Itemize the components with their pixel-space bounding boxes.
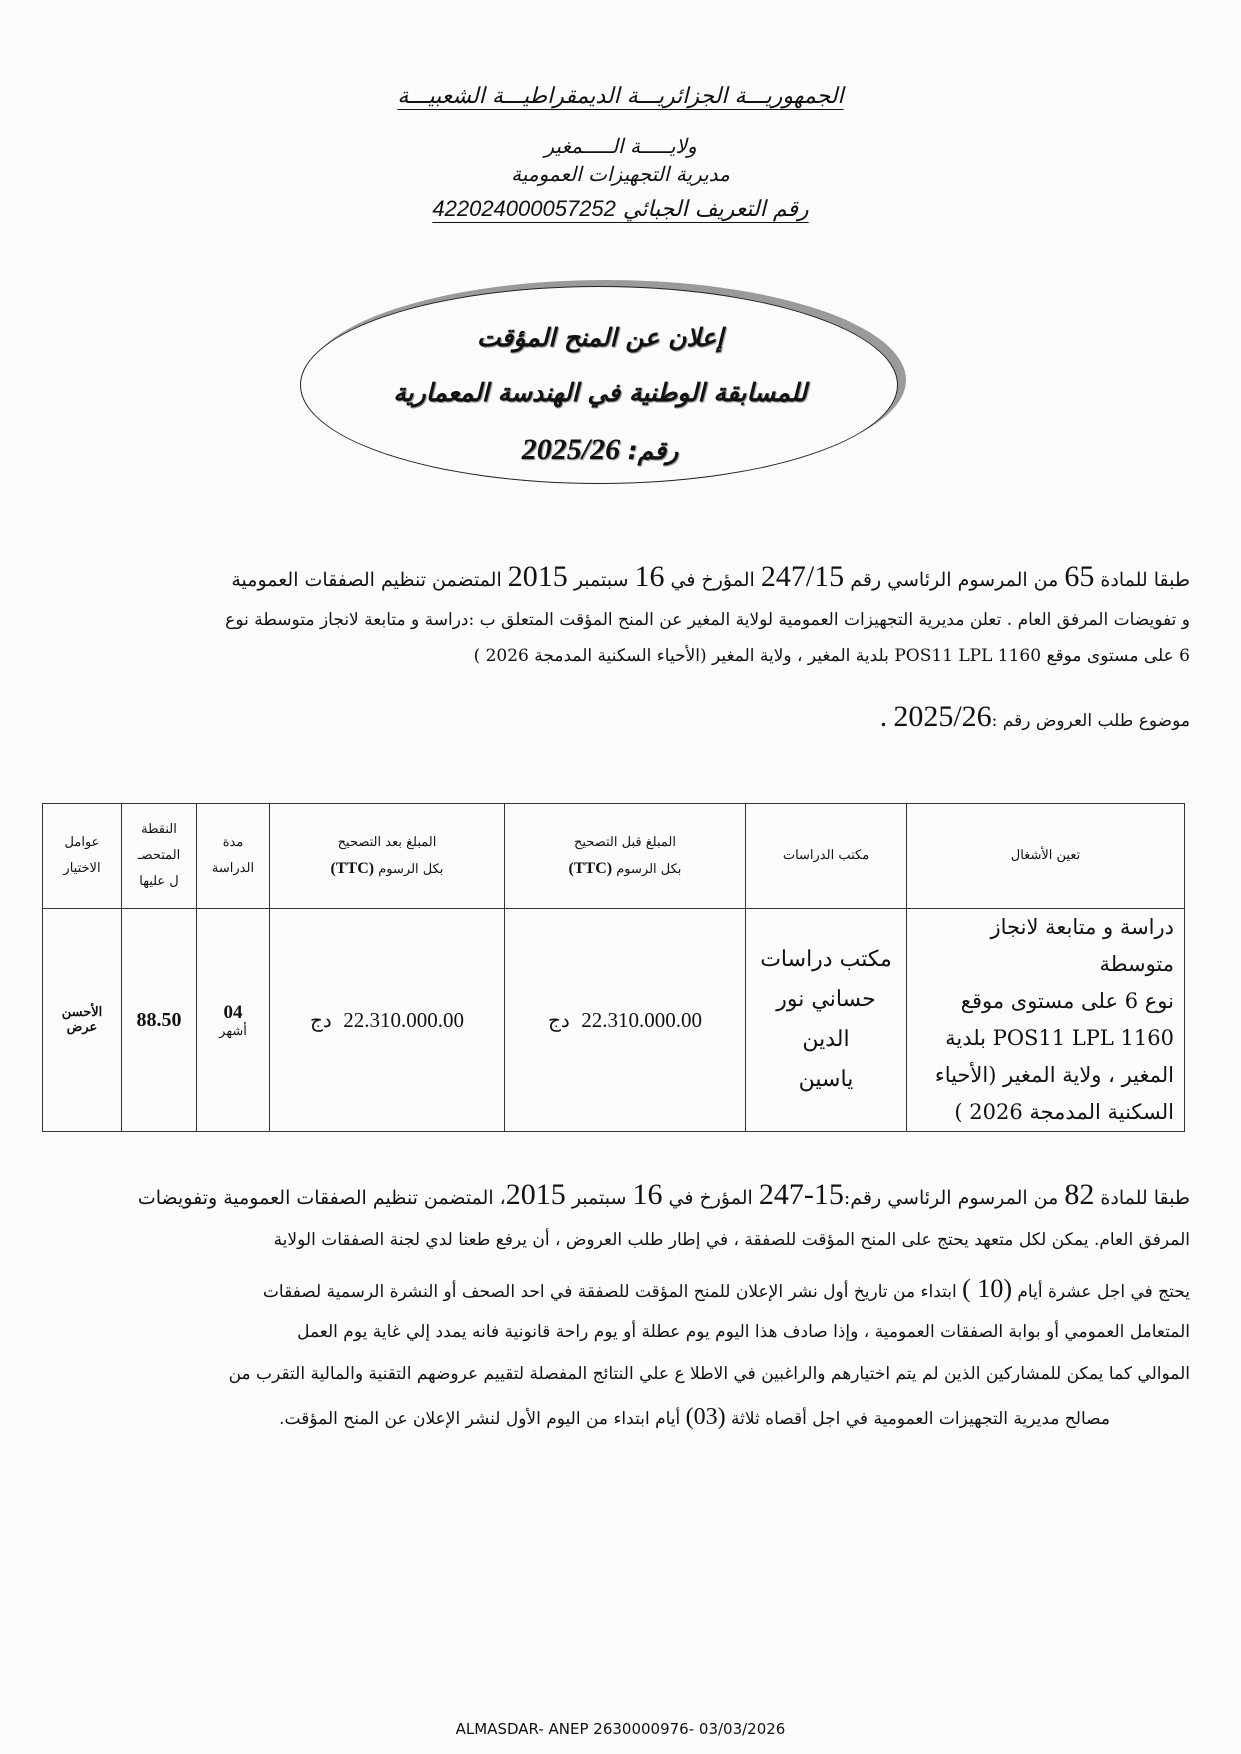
table-header-row — [43, 804, 1185, 909]
intro-line-2: و تفويضات المرفق العام . تعلن مديرية التجهيزات العمومية لولاية المغير عن المنح المؤقت المتعلق ب :دراسة و متابعة لانجاز متوسطة نوع — [225, 610, 1190, 630]
header-amount-before: المبلغ قبل التصحيح بكل الرسوم (TTC) — [505, 804, 746, 909]
header-amount-after: المبلغ بعد التصحيح بكل الرسوم (TTC) — [270, 804, 505, 909]
intro-line-3: 6 على مستوى موقع 1160 POS11 LPL بلدية المغير ، ولاية المغير (الأحياء السكنية المدمجة 2026 ) — [473, 646, 1190, 666]
directorate-name: مديرية التجهيزات العمومية — [511, 162, 730, 186]
fiscal-id — [0, 196, 1241, 222]
intro-subject: موضوع طلب العروض رقم :2025/26 . — [879, 700, 1190, 733]
appeal-line-2: المرفق العام. يمكن لكل متعهد يحتج على المنح المؤقت للصفقة ، في إطار طلب العروض ، أن يرفع طعنا لدي لجنة الصفقات الولاية — [273, 1230, 1190, 1250]
announcement-number: رقم: 2025/26 — [521, 433, 679, 466]
appeal-line-5: الموالي كما يمكن للمشاركين الذين لم يتم اختيارهم والراغبين في الاطلا ع علي النتائج المفصلة لتقييم عروضهم التقنية والمالية التقرب من — [228, 1364, 1190, 1384]
appeal-line-3: يحتج في اجل عشرة أيام (10 ) ابتداء من تاريخ أول نشر الإعلان للمنح المؤقت للصفقة في احد الصحف أو النشرة الرسمية لصفقات — [262, 1274, 1190, 1303]
appeal-paragraph — [40, 1178, 1190, 1478]
appeal-line-4: المتعامل العمومي أو بوابة الصفقات العمومية ، وإذا صادف هذا اليوم يوم عطلة أو يوم راحة قانونية فانه يمدد إلي غاية يوم العمل — [297, 1322, 1190, 1342]
header-criteria: عوامل الاختيار — [43, 804, 122, 909]
header-score: النقطة المتحصـ ل عليها — [122, 804, 197, 909]
wilaya-name: ولايـــــة الـــــمغير — [544, 134, 697, 158]
intro-paragraph — [40, 560, 1190, 700]
cell-amount-after: 22.310.000.00 دج — [270, 909, 505, 1132]
cell-bureau: مكتب دراسات حساني نور الدين ياسين — [746, 909, 907, 1132]
fiscal-id-label: رقم التعريف الجبائي — [622, 197, 809, 222]
cell-score: 88.50 — [122, 909, 197, 1132]
announcement-subtitle: للمسابقة الوطنية في الهندسة المعمارية — [393, 378, 807, 407]
cell-works: دراسة و متابعة لانجاز متوسطة نوع 6 على مستوى موقع 1160 POS11 LPL بلدية المغير ، ولاية المغير (الأحياء السكنية المدمجة 2026 ) — [907, 909, 1185, 1132]
fiscal-id-number: 422024000057252 — [432, 196, 616, 221]
header-duration: مدة الدراسة — [197, 804, 270, 909]
table-row — [43, 909, 1185, 1132]
cell-amount-before: 22.310.000.00 دج — [505, 909, 746, 1132]
announcement-title: إعلان عن المنح المؤقت — [476, 323, 724, 352]
header-works: تعين الأشغال — [907, 804, 1185, 909]
republic-title: الجمهوريـــة الجزائريـــة الديمقراطيـــة الشعبيـــة — [397, 84, 844, 109]
cell-duration: 04 أشهر — [197, 909, 270, 1132]
award-table — [42, 803, 1185, 1132]
cell-criteria: الأحسن عرض — [43, 909, 122, 1132]
appeal-line-6: مصالح مديرية التجهيزات العمومية في اجل أقصاه ثلاثة (03) أيام ابتداء من اليوم الأول لنشر الإعلان عن المنح المؤقت. — [279, 1404, 1110, 1430]
header-bureau: مكتب الدراسات — [746, 804, 907, 909]
intro-line-1: طبقا للمادة 65 من المرسوم الرئاسي رقم 247/15 المؤرخ في 16 سبتمبر 2015 المتضمن تنظيم الصفقات العمومية — [231, 560, 1190, 593]
appeal-line-1: طبقا للمادة 82 من المرسوم الرئاسي رقم:15-247 المؤرخ في 16 سبتمبر 2015، المتضمن تنظيم الصفقات العمومية وتفويضات — [137, 1178, 1190, 1211]
publication-reference: ALMASDAR- ANEP 2630000976- 03/03/2026 — [455, 1720, 786, 1738]
